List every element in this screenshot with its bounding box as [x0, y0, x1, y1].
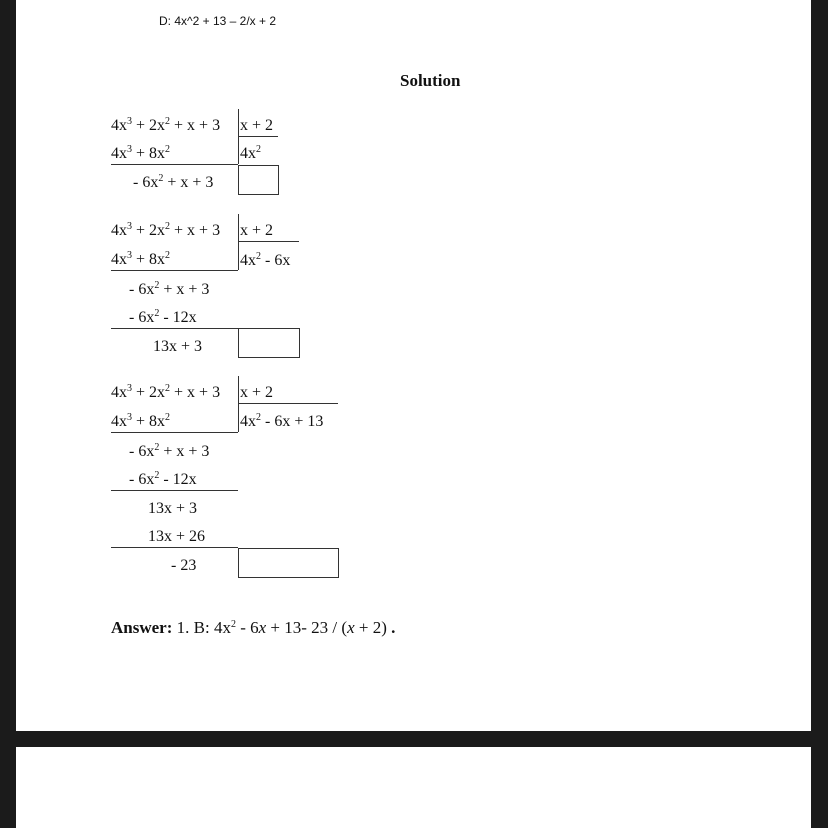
problem-header: D: 4x^2 + 13 – 2/x + 2: [159, 14, 277, 28]
document-page: [16, 0, 811, 731]
answer-box: [238, 165, 279, 195]
divisor: x + 2: [240, 117, 274, 134]
subtrahend-2: - $6x^2 - 12x$: [129, 308, 197, 326]
dividend: $4x^3 + 2x^2 + x + 3$: [111, 221, 221, 239]
dividend: $4x^3 + 2x^2 + x + 3$: [111, 116, 221, 134]
divisor-underline: [238, 241, 299, 242]
remainder-1: - $6x^2 + x + 3$: [129, 442, 210, 460]
subtraction-line-1: [111, 432, 238, 433]
answer-box: [238, 548, 339, 578]
division-bar-vertical: [238, 214, 239, 270]
answer-box: [238, 328, 300, 358]
subtrahend-1: $4x^3 + 8x^2$: [111, 250, 171, 268]
quotient: $4x^2 - 6x$: [240, 251, 291, 269]
subtrahend-3: 13x + 26: [148, 528, 206, 545]
subtraction-line-2: [111, 490, 238, 491]
divisor: x + 2: [240, 384, 274, 401]
dividend: $4x^3 + 2x^2 + x + 3$: [111, 383, 221, 401]
subtraction-line-2: [111, 328, 238, 329]
quotient: $4x^2 - 6x + 13$: [240, 412, 324, 430]
final-answer: Answer: 1. B: $4x^2 - 6x + 13-$ 23 / (x + 2) .: [111, 618, 396, 637]
next-document-page: [16, 747, 811, 828]
subtrahend-2: - $6x^2 - 12x$: [129, 470, 197, 488]
division-bar-vertical: [238, 376, 239, 432]
solution-title: Solution: [400, 71, 461, 90]
remainder-1: - $6x^2 + x + 3$: [133, 173, 214, 191]
subtrahend-1: $4x^3 + 8x^2$: [111, 412, 171, 430]
quotient: $4x^2$: [240, 144, 261, 162]
divisor-underline: [238, 403, 338, 404]
subtrahend-1: $4x^3 + 8x^2$: [111, 144, 171, 162]
divisor: x + 2: [240, 222, 274, 239]
subtraction-line-1: [111, 164, 238, 165]
subtraction-line-3: [111, 547, 238, 548]
divisor-underline: [238, 136, 278, 137]
subtraction-line-1: [111, 270, 238, 271]
remainder-2: 13x + 3: [153, 338, 203, 355]
remainder-2: 13x + 3: [148, 500, 198, 517]
remainder-1: - $6x^2 + x + 3$: [129, 280, 210, 298]
remainder-final: - 23: [171, 557, 197, 574]
